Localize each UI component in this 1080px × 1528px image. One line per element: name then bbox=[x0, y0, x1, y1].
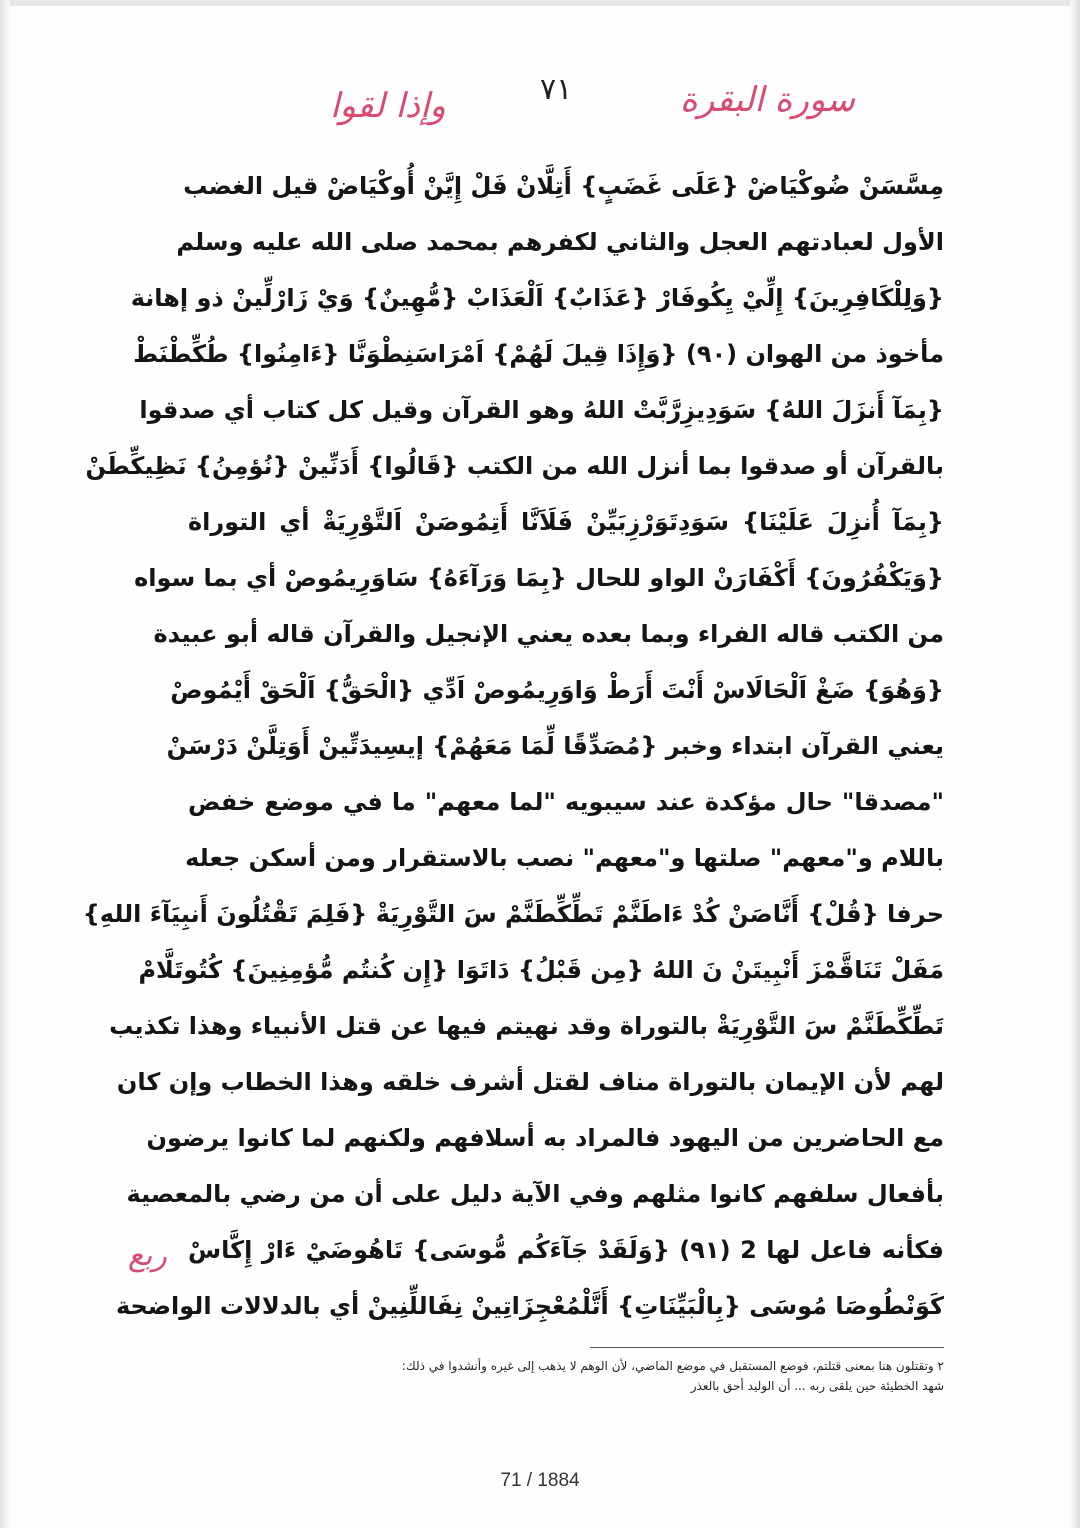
text-line: {وَيَكْفُرُونَ} أَكْفَارَنْ الواو للحال {بِمَا وَرَآءَهُ} سَاوَرِيمُوصْ أي بما سواه bbox=[134, 564, 944, 592]
text-line: الأول لعبادتهم العجل والثاني لكفرهم بمحمد صلى الله عليه وسلم bbox=[176, 228, 944, 256]
text-line: يعني القرآن ابتداء وخبر {مُصَدِّقًا لِّمَا مَعَهُمْ} إيسِيدَتِّينْ أَوَتِلَّنْ دَرْسَنْ bbox=[166, 732, 944, 760]
footnote-line: ٢ وتقتلون هنا بمعنى قتلتم، فوضع المستقبل في موضع الماضي، لأن الوهم لا يذهب إلى غيره وأنشدوا في ذلك: bbox=[401, 1359, 944, 1373]
text-line: بالقرآن أو صدقوا بما أنزل الله من الكتب {قَالُوا} أَدَنِّينْ {نُؤمِنُ} نَظِيكِّطَنْ bbox=[85, 452, 944, 480]
text-line: {بِمَآ أَنزَلَ اللهُ} سَوَدِيزِرَّبَّتْ اللهُ وهو القرآن وقيل كل كتاب أي صدقوا bbox=[139, 396, 944, 424]
footnote bbox=[188, 1356, 944, 1396]
text-line: باللام و"معهم" صلتها و"معهم" نصب بالاستقرار ومن أسكن جعله bbox=[185, 844, 944, 872]
text-line: {وَهُوَ} ضَغْ اَلْحَالَاسْ أَنْتَ أَرَطْ وَاوَرِيمُوصْ اَدِّي {الْحَقُّ} اَلْحَقْ أَيْمُوصْ bbox=[170, 676, 944, 704]
text-line: مع الحاضرين من اليهود فالمراد به أسلافهم ولكنهم لما كانوا يرضون bbox=[146, 1124, 944, 1152]
page-top-edge bbox=[0, 0, 1080, 6]
text-line: فكأنه فاعل لها 2 (٩١) {وَلَقَدْ جَآءَكُم مُّوسَى} تَاهُوضَيْ ءَارْ إِكَّاسْ bbox=[188, 1236, 944, 1264]
handwritten-section-note: وإذا لقوا bbox=[330, 86, 446, 126]
text-line: مِسَّسَنْ ضُوكْيَاضْ {عَلَى غَضَبٍ} أَتِلَّانْ فَلْ إِيَّنْ أُوكْيَاضْ قيل الغضب bbox=[183, 172, 944, 200]
text-line: مأخوذ من الهوان (٩٠) {وَإِذَا قِيلَ لَهُمْ} اَمْرَاسَنِطْوَنَّا {ءَامِنُوا} طُكِّطْنَطْ bbox=[133, 340, 944, 368]
footnote-divider bbox=[590, 1347, 944, 1348]
handwritten-margin-note: ربع bbox=[128, 1238, 167, 1273]
text-line: حرفا {قُلْ} أَنَّاصَنْ كُدْ ءَاطَنَّمْ تَطِّكِّطَنَّمْ سَ التَّوْرِيَةْ {فَلِمَ تَقْتُلُونَ أَنبِيَآءَ اللهِ} bbox=[82, 900, 944, 928]
text-line: كَوَنْطُوصَا مُوسَى {بِالْبَيِّنَاتِ} أَتَّلْمُعْجِزَاتِينْ نِفَاللِّنِينْ أي بالدلالات الواضحة bbox=[115, 1292, 944, 1320]
footnote-line: شهد الخطيئة حين يلقى ربه ... أن الوليد أحق بالعذر bbox=[690, 1379, 944, 1393]
page-indicator: 71 / 1884 bbox=[500, 1470, 580, 1491]
text-line: "مصدقا" حال مؤكدة عند سيبويه "لما معهم" ما في موضع خفض bbox=[188, 788, 944, 816]
text-line: لهم لأن الإيمان بالتوراة مناف لقتل أشرف خلقه وهذا الخطاب وإن كان bbox=[116, 1068, 944, 1096]
text-line: {بِمَآ أُنزِلَ عَلَيْنَا} سَوَدِتَوَرْزِبَيِّنْ فَلَاَنَّا أَتِمُوصَنْ اَلتَّوْرِيَةْ أي التوراة bbox=[188, 508, 944, 536]
text-line: بأفعال سلفهم كانوا مثلهم وفي الآية دليل على أن من رضي بالمعصية bbox=[126, 1180, 944, 1208]
text-line: مَفَلْ تَنَاقَّمْزَ أَنْبِيتَنْ نَ اللهُ {مِن قَبْلُ} دَاتَوَا {إِن كُنتُم مُّؤمِنِينَ} كُتُوتَلَّامْ bbox=[138, 956, 944, 984]
handwritten-surah-note: سورة البقرة bbox=[680, 80, 855, 120]
text-line: {وَلِلْكَافِرِينَ} إِلِّيْ يِكُوفَارْ {عَذَابٌ} اَلْعَذَابْ {مُّهِينٌ} وَيْ زَارْلِّينْ ذو إهانة bbox=[130, 284, 944, 312]
text-line: تَطِّكِّطَنَّمْ سَ التَّوْرِيَةْ بالتوراة وقد نهيتم فيها عن قتل الأنبياء وهذا تكذيب bbox=[109, 1012, 944, 1040]
page-right-edge bbox=[1070, 0, 1080, 1528]
page-number-heading: ٧١ bbox=[540, 72, 573, 107]
page-left-edge bbox=[0, 0, 10, 1528]
text-line: من الكتب قاله الفراء وبما بعده يعني الإنجيل والقرآن قاله أبو عبيدة bbox=[153, 620, 944, 648]
